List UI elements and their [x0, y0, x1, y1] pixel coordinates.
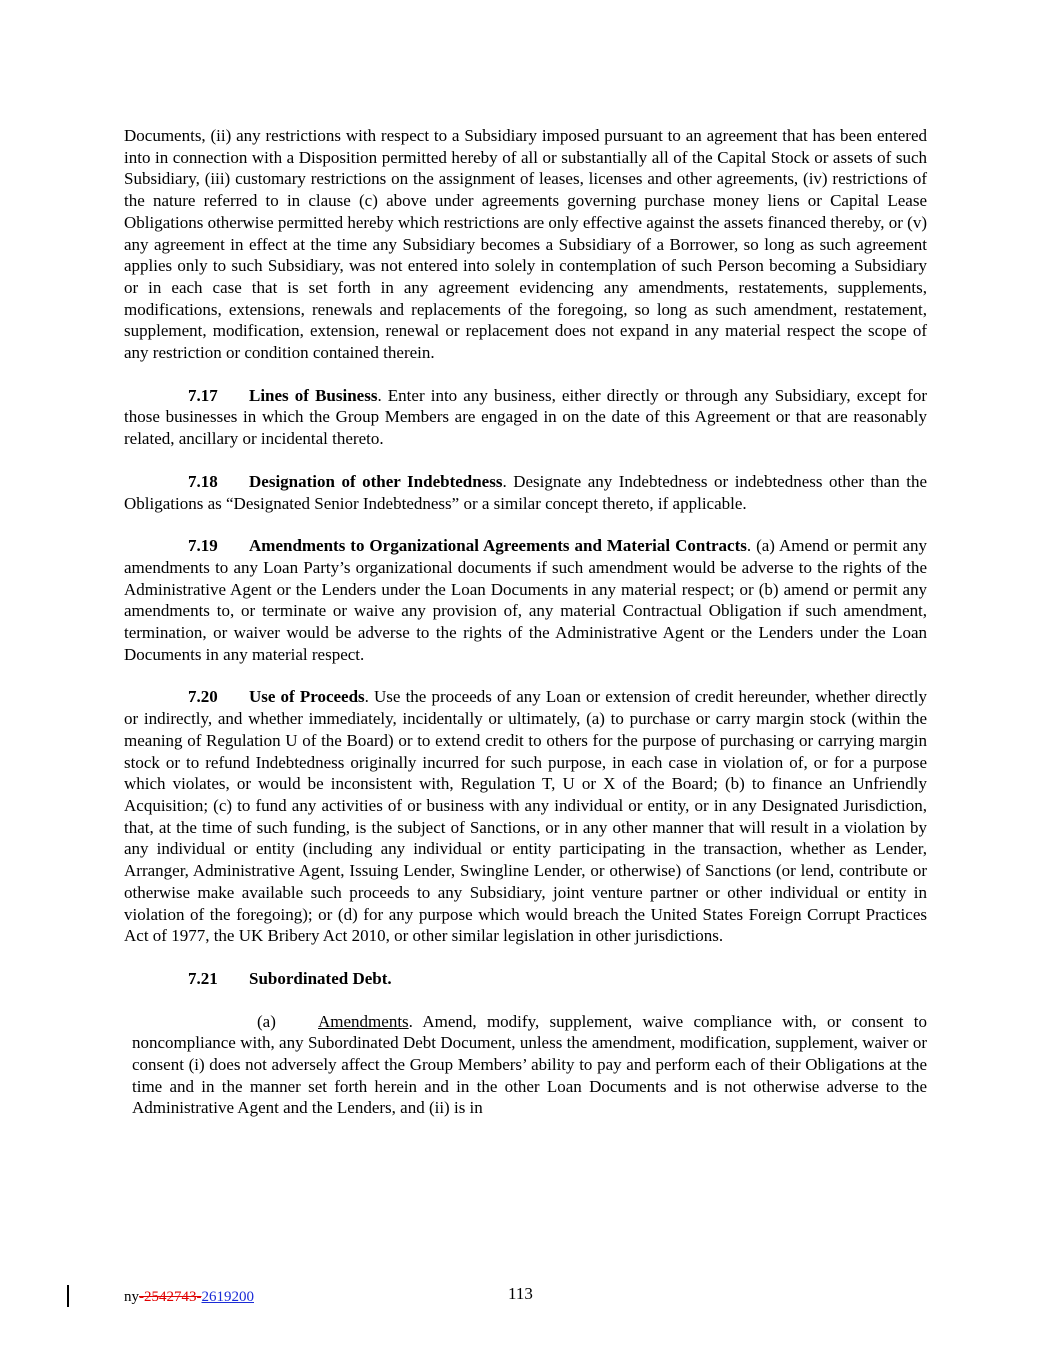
section-text: . Designate any Indebtedness or indebtedness other than the Obligations as “Designated Senior Indebtedness” or a similar concept thereto, if applicable.: [124, 471, 928, 513]
doc-id-inserted: 2619200: [201, 1289, 254, 1305]
section-title: Use of Proceeds: [249, 687, 365, 707]
spacer: [124, 450, 927, 471]
section-7-19: [124, 535, 927, 665]
doc-id-deleted: -2542743-: [139, 1289, 202, 1305]
section-7-21: [124, 968, 927, 990]
section-title: Amendments to Organizational Agreements and Material Contracts: [249, 536, 747, 556]
spacer: [124, 514, 927, 535]
spacer: [124, 990, 927, 1011]
document-id: [124, 1288, 254, 1306]
section-number: 7.21: [188, 968, 218, 988]
section-text: . Use the proceeds of any Loan or extension of credit hereunder, whether directly or indirectly, and whether immediately, incidentally or ultimately, (a) to purchase or carry margin stock (within the meaning of Regulation U of the Board) or to extend credit to others for the purpose of purchasing or carrying margin stock or to refund Indebtedness originally incurred for such purpose, in each case in violation of, or for a purpose which violates, or would be inconsistent with, Regulation T, U or X of the Board; (b) to finance an Unfriendly Acquisition; (c) to fund any activities of or business with any individual or entity, or in any Designated Jurisdiction, that, at the time of such funding, is the subject of Sanctions, or in any other manner that will result in a violation by any individual or entity (including any individual or entity participating in the transaction, whether as Lender, Arranger, Administrative Agent, Issuing Lender, Swingline Lender, or otherwise) of Sanctions (or lend, contribute or otherwise make available such proceeds to any Subsidiary, joint venture partner or other individual or entity in violation of the foregoing); or (d) for any purpose which would breach the United States Foreign Corrupt Practices Act of 1977, the UK Bribery Act 2010, or other similar legislation in other jurisdictions.: [124, 687, 927, 946]
subsection-label: (a): [257, 1011, 276, 1031]
section-number: 7.19: [188, 536, 218, 556]
subsection-a: [132, 1011, 927, 1120]
continuation-paragraph: Documents, (ii) any restrictions with respect to a Subsidiary imposed pursuant to an agreement that has been entered into in connection with a Disposition permitted hereby of all or substantially all of the Capital Stock or assets of such Subsidiary, (iii) customary restrictions on the assignment of leases, licenses and other agreements, (iv) restrictions of the nature referred to in clause (c) above under agreements governing purchase money liens or Capital Lease Obligations otherwise permitted hereby which restrictions are only effective against the assets financed thereby, or (v) any agreement in effect at the time any Subsidiary becomes a Subsidiary of a Borrower, so long as such agreement applies only to such Subsidiary, was not entered into solely in contemplation of such Person becoming a Subsidiary or in each case that is set forth in any agreement evidencing any amendments, restatements, supplements, modifications, extensions, renewals and replacements of the foregoing, so long as such amendment, restatement, supplement, modification, extension, renewal or replacement does not expand in any material respect the scope of any restriction or condition contained therein.: [124, 126, 927, 363]
section-title: Subordinated Debt.: [249, 968, 392, 988]
doc-id-prefix: ny: [124, 1289, 139, 1305]
subsection-title: Amendments: [318, 1011, 409, 1031]
page-number: 113: [508, 1284, 533, 1303]
section-text: . Enter into any business, either directly or through any Subsidiary, except for those businesses in which the Group Members are engaged in on the date of this Agreement or that are reasonably related, ancillary or incidental thereto.: [124, 385, 927, 449]
subsection-text: . Amend, modify, supplement, waive compliance with, or consent to noncompliance with, any Subordinated Debt Document, unless the amendment, modification, supplement, waiver or consent (i) does not adversely affect the Group Members’ ability to pay and perform each of their Obligations at the time and in the manner set forth herein and in the other Loan Documents and is not otherwise adverse to the Administrative Agent and the Lenders, and (ii) is in: [132, 1011, 927, 1118]
section-title: Designation of other Indebtedness: [249, 471, 503, 491]
section-7-18: [124, 471, 927, 514]
revision-change-bar: [67, 1285, 69, 1307]
section-number: 7.17: [188, 385, 218, 405]
spacer: [124, 665, 927, 686]
section-text: . (a) Amend or permit any amendments to any Loan Party’s organizational documents if such amendment would be adverse to the rights of the Administrative Agent or the Lenders under the Loan Documents in any material respect; or (b) amend or permit any amendments to, or terminate or waive any provision of, any material Contractual Obligation if such amendment, termination, or waiver would be adverse to the rights of the Administrative Agent or the Lenders under the Loan Documents in any material respect.: [124, 536, 927, 664]
spacer: [124, 947, 927, 968]
section-7-20: [124, 686, 927, 946]
section-number: 7.20: [188, 687, 218, 707]
document-body: [124, 125, 927, 1119]
spacer: [124, 364, 927, 385]
section-title: Lines of Business: [249, 385, 378, 405]
section-number: 7.18: [188, 471, 218, 491]
page-footer: [0, 1285, 1055, 1315]
section-7-17: [124, 385, 927, 450]
